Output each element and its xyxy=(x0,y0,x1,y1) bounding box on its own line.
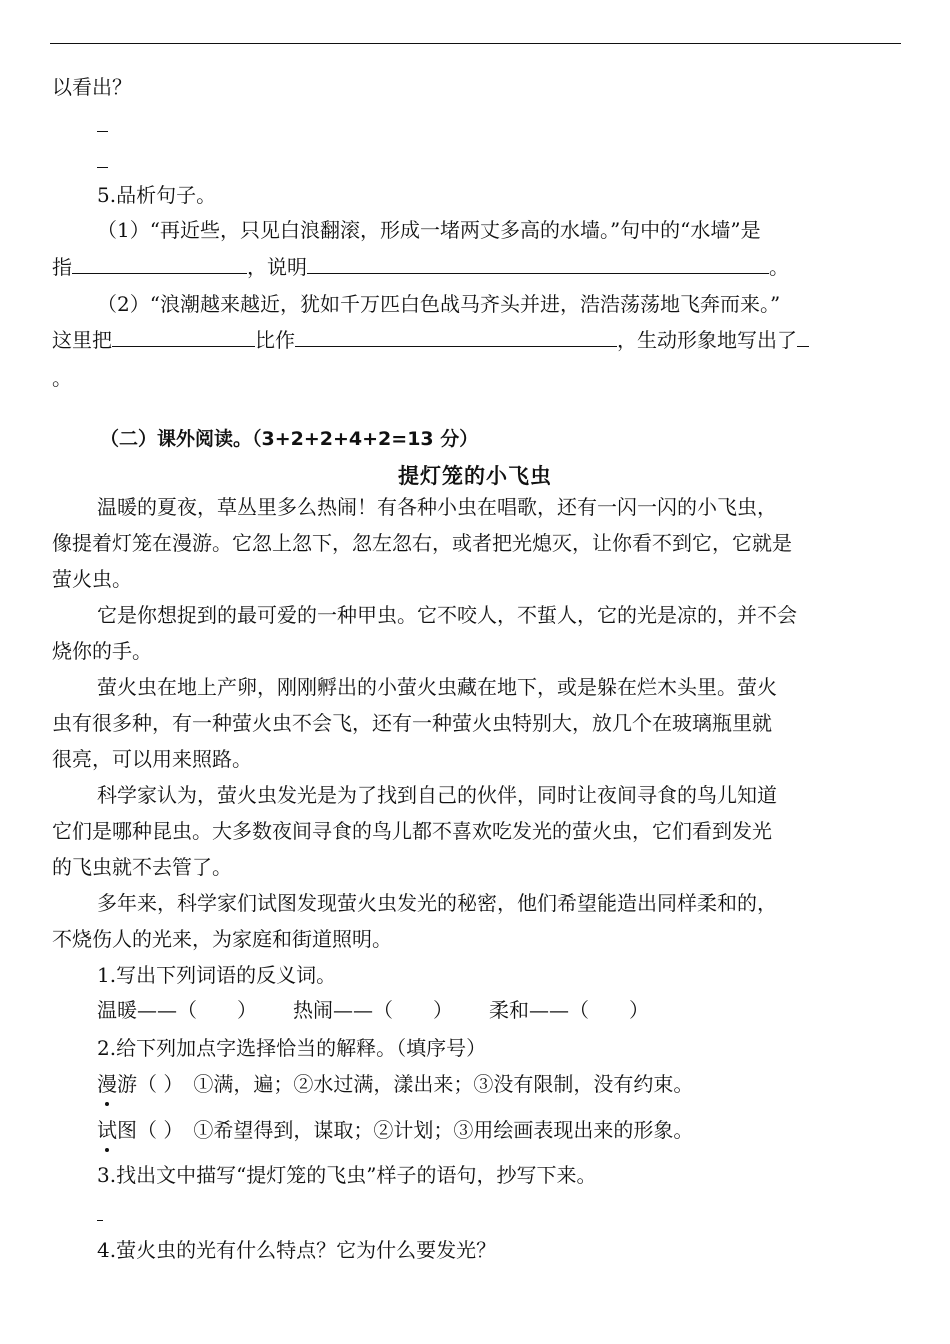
answer-blank[interactable] xyxy=(295,328,617,347)
passage-title: 提灯笼的小飞虫 xyxy=(398,463,552,488)
dotted-char: 试 xyxy=(97,1118,117,1142)
q5-1-end: 。 xyxy=(769,255,789,279)
q5-2-end: 。 xyxy=(52,366,72,390)
q2-word-tail[interactable]: 游（ ） xyxy=(117,1072,184,1096)
passage-line: 萤火虫。 xyxy=(52,567,132,591)
question-4: 4.萤火虫的光有什么特点？它为什么要发光？ xyxy=(97,1238,497,1262)
question-3: 3.找出文中描写“提灯笼的飞虫”样子的语句，抄写下来。 xyxy=(97,1163,597,1187)
continued-line: 以看出？ xyxy=(52,75,132,99)
question-1: 1.写出下列词语的反义词。 xyxy=(97,963,337,987)
passage-line: 温暖的夏夜，草丛里多么热闹！有各种小虫在唱歌，还有一闪一闪的小飞虫， xyxy=(97,495,777,519)
passage-line: 很亮，可以用来照路。 xyxy=(52,747,252,771)
answer-blank[interactable] xyxy=(797,328,809,347)
q2-options: ①满，遍；②水过满，漾出来；③没有限制，没有约束。 xyxy=(193,1072,694,1096)
q5-2-line2 xyxy=(52,326,809,354)
passage-line: 的飞虫就不去管了。 xyxy=(52,855,232,879)
q5-2-line1: （2）“浪潮越来越近，犹如千万匹白色战马齐头并进，浩浩荡荡地飞奔而来。” xyxy=(97,292,781,316)
answer-blank[interactable] xyxy=(307,255,769,274)
q1-antonyms xyxy=(97,996,649,1024)
q5-2-label-a: 这里把 xyxy=(52,328,112,352)
answer-dash xyxy=(97,167,108,168)
section-heading: （二）课外阅读。（3+2+2+4+2=13 分） xyxy=(100,428,479,450)
q5-1-label-b: ，说明 xyxy=(247,255,307,279)
q5-1-line1: （1）“再近些，只见白浪翻滚，形成一堵两丈多高的水墙。”句中的“水墙”是 xyxy=(97,218,761,242)
passage-line: 它是你想捉到的最可爱的一种甲虫。它不咬人，不蜇人，它的光是凉的，并不会 xyxy=(97,603,797,627)
passage-line: 虫有很多种，有一种萤火虫不会飞，还有一种萤火虫特别大，放几个在玻璃瓶里就 xyxy=(52,711,772,735)
q5-1-label-a: 指 xyxy=(52,255,72,279)
answer-dash xyxy=(97,1220,103,1221)
answer-blank[interactable] xyxy=(72,255,247,274)
q2-word-tail[interactable]: 图（ ） xyxy=(117,1118,184,1142)
answer-blank[interactable] xyxy=(112,328,255,347)
antonym-item[interactable]: 柔和——（ ） xyxy=(489,998,649,1022)
antonym-item[interactable]: 温暖——（ ） xyxy=(97,998,257,1022)
q5-2-label-c: ，生动形象地写出了 xyxy=(617,328,797,352)
antonym-item[interactable]: 热闹——（ ） xyxy=(293,998,453,1022)
q2-item-a xyxy=(97,1070,693,1098)
q5-title: 5.品析句子。 xyxy=(97,183,217,207)
header-rule xyxy=(50,43,901,44)
passage-line: 不烧伤人的光来，为家庭和街道照明。 xyxy=(52,927,392,951)
passage-line: 它们是哪种昆虫。大多数夜间寻食的鸟儿都不喜欢吃发光的萤火虫，它们看到发光 xyxy=(52,819,772,843)
answer-dash xyxy=(97,131,108,132)
q2-options: ①希望得到，谋取；②计划；③用绘画表现出来的形象。 xyxy=(193,1118,694,1142)
passage-line: 萤火虫在地上产卵，刚刚孵出的小萤火虫藏在地下，或是躲在烂木头里。萤火 xyxy=(97,675,777,699)
q5-1-line2 xyxy=(52,253,789,281)
passage-line: 科学家认为，萤火虫发光是为了找到自己的伙伴，同时让夜间寻食的鸟儿知道 xyxy=(97,783,777,807)
passage-line: 多年来，科学家们试图发现萤火虫发光的秘密，他们希望能造出同样柔和的， xyxy=(97,891,777,915)
dotted-char: 漫 xyxy=(97,1072,117,1096)
q5-2-label-b: 比作 xyxy=(255,328,295,352)
passage-line: 像提着灯笼在漫游。它忽上忽下，忽左忽右，或者把光熄灭，让你看不到它，它就是 xyxy=(52,531,792,555)
q2-item-b xyxy=(97,1116,693,1144)
passage-line: 烧你的手。 xyxy=(52,639,152,663)
question-2: 2.给下列加点字选择恰当的解释。（填序号） xyxy=(97,1036,487,1060)
